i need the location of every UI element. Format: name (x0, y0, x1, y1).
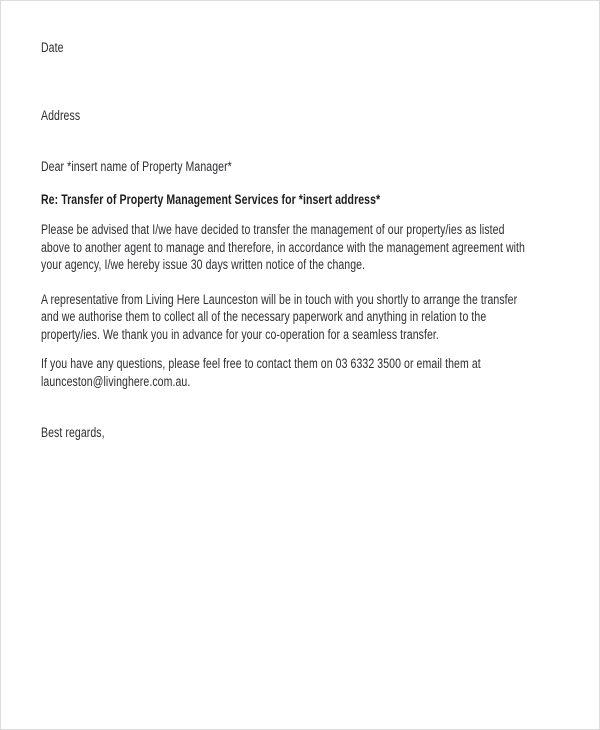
body-paragraph-1 (41, 221, 587, 274)
body-line contact-email-line: launceston@livinghere.com.au. (41, 373, 191, 389)
body-line: your agency, I/we hereby issue 30 days written notice of the change. (41, 257, 366, 272)
body-paragraph-3 (41, 355, 587, 390)
body-line: property/ies. We thank you in advance for your co-operation for a seamless transfer. (41, 326, 439, 342)
subject-line: Re: Transfer of Property Management Services for *insert address* (41, 191, 381, 207)
address-placeholder: Address (41, 107, 81, 123)
closing: Best regards, (41, 425, 105, 440)
salutation: Dear *insert name of Property Manager* (41, 159, 232, 174)
date-placeholder: Date (41, 40, 64, 55)
letter-content (41, 39, 587, 442)
body-line: A representative from Living Here Launceston will be in touch with you shortly to arrange the transfer (41, 291, 518, 307)
body-paragraph-2 (41, 291, 587, 344)
body-line: and we authorise them to collect all of the necessary paperwork and anything in relation to the (41, 309, 487, 324)
body-line: above to another agent to manage and therefore, in accordance with the management agreement with (41, 239, 525, 255)
body-line: If you have any questions, please feel free to contact them on 03 6332 3500 or email them at (41, 356, 481, 371)
body-line: Please be advised that I/we have decided to transfer the management of our property/ies as listed (41, 222, 505, 237)
